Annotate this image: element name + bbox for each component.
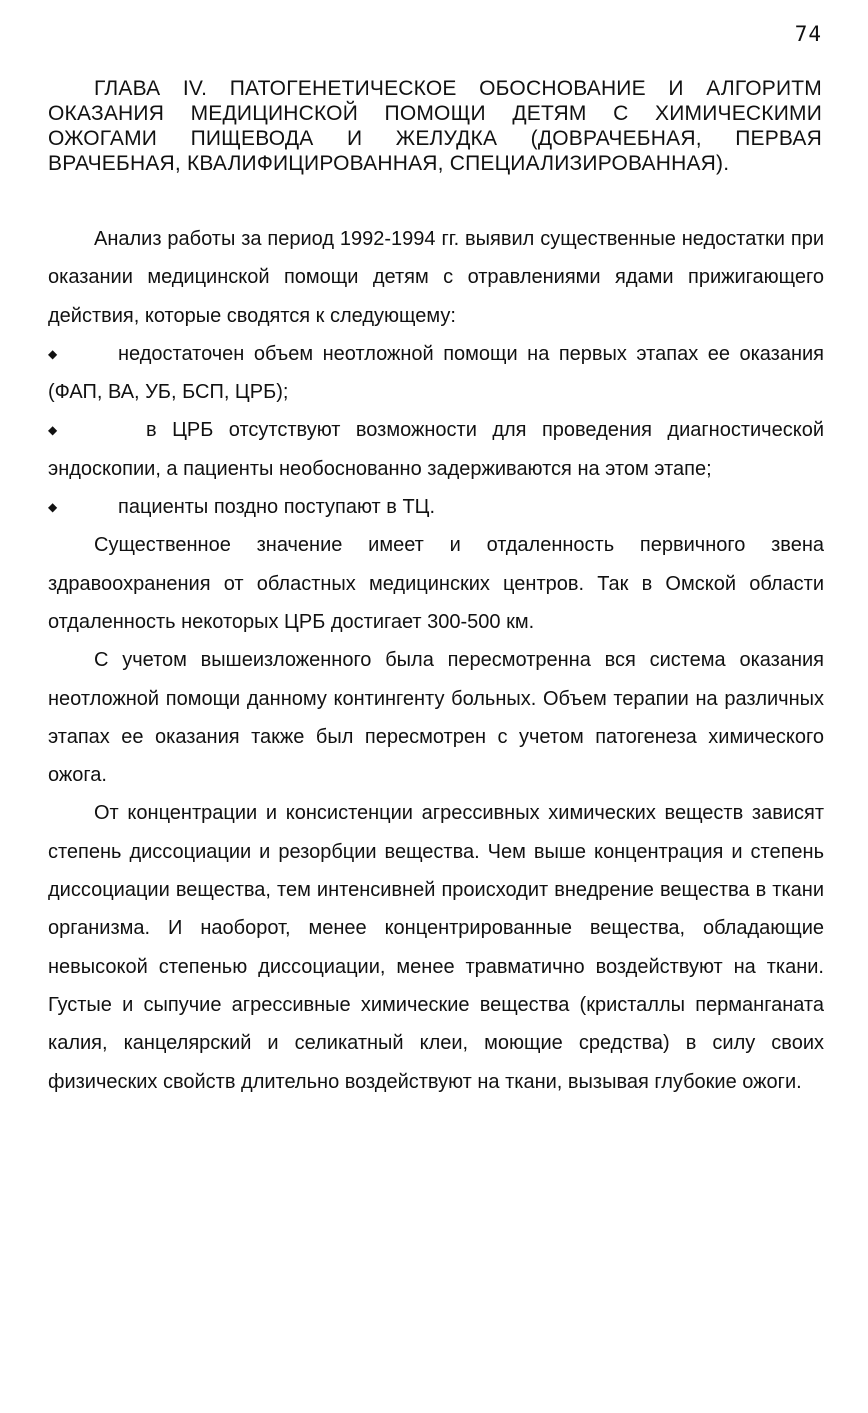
- bullet-marker-icon: ◆: [48, 500, 58, 515]
- page-number: 74: [794, 22, 822, 46]
- bullet-text: в ЦРБ отсутствуют возможности для проведения диагностической эндоскопии, а пациенты необоснованно задерживаются на этом этапе;: [48, 419, 824, 480]
- bullet-marker-icon: ◆: [48, 346, 58, 361]
- bullet-item: [48, 335, 824, 412]
- body-paragraph: С учетом вышеизложенного была пересмотренна вся система оказания неотложной помощи данному контингенту больных. Объем терапии на различных этапах ее оказания также был пересмотрен с учетом патогенеза химического ожога.: [48, 649, 824, 787]
- bullet-text: недостаточен объем неотложной помощи на первых этапах ее оказания (ФАП, ВА, УБ, БСП, ЦРБ);: [48, 342, 824, 404]
- chapter-title-line: ГЛАВА IV. ПАТОГЕНЕТИЧЕСКОЕ ОБОСНОВАНИЕ И АЛГОРИТМ: [94, 77, 822, 100]
- bullet-marker-icon: ◆: [48, 423, 58, 438]
- body-paragraph: Существенное значение имеет и отдаленность первичного звена здравоохранения от областных медицинских центров. Так в Омской области отдаленность некоторых ЦРБ достигает 300-500 км.: [48, 534, 824, 633]
- chapter-title-line: ВРАЧЕБНАЯ, КВАЛИФИЦИРОВАННАЯ, СПЕЦИАЛИЗИРОВАННАЯ).: [48, 152, 730, 175]
- body-text: [48, 220, 824, 1101]
- chapter-title-line: ОКАЗАНИЯ МЕДИЦИНСКОЙ ПОМОЩИ ДЕТЯМ С ХИМИЧЕСКИМИ: [48, 102, 822, 125]
- body-paragraph: От концентрации и консистенции агрессивных химических веществ зависят степень диссоциации и резорбции вещества. Чем выше концентрация и степень диссоциации вещества, тем интенсивней происходит внедрение вещества в ткани организма. И наоборот, менее концентрированные вещества, обладающие невысокой степенью диссоциации, менее травматично воздействуют на ткани. Густые и сыпучие агрессивные химические вещества (кристаллы перманганата калия, канцелярский и селикатный клеи, моющие средства) в силу своих физических свойств длительно воздействуют на ткани, вызывая глубокие ожоги.: [48, 802, 824, 1093]
- bullet-item: [48, 488, 824, 526]
- intro-paragraph: Анализ работы за период 1992-1994 гг. выявил существенные недостатки при оказании медицинской помощи детям с отравлениями ядами прижигающего действия, которые сводятся к следующему:: [48, 228, 824, 327]
- bullet-text: пациенты поздно поступают в ТЦ.: [118, 496, 436, 519]
- chapter-title-line: ОЖОГАМИ ПИЩЕВОДА И ЖЕЛУДКА (ДОВРАЧЕБНАЯ, ПЕРВАЯ: [48, 127, 822, 150]
- chapter-title: [48, 76, 822, 176]
- bullet-item: [48, 411, 824, 488]
